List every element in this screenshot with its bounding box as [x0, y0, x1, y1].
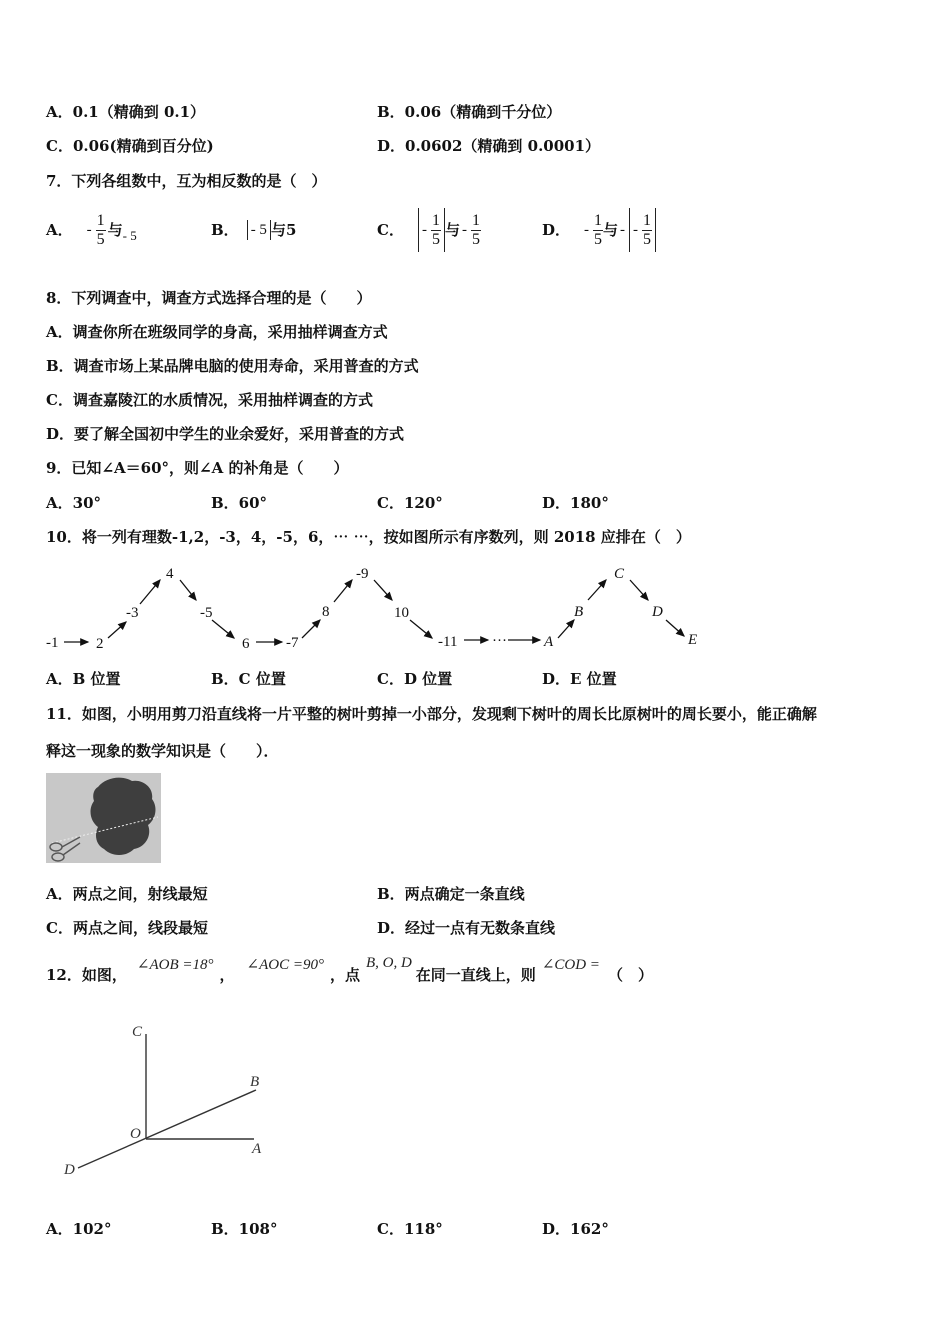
q6-option-c: C．0.06(精确到百分位) [46, 137, 214, 155]
q12-label-a: A [252, 1141, 262, 1157]
q10-option-d: D．E 位置 [542, 670, 617, 688]
q7-option-b [211, 208, 296, 252]
q12-option-b: B．108° [211, 1220, 278, 1238]
q7-d-minus2: - [620, 222, 626, 238]
q9-option-a: A．30° [46, 494, 102, 512]
q10-label-n5: -5 [200, 605, 213, 621]
q9-option-b: B．60° [211, 494, 268, 512]
q9-stem: 9．已知∠A＝60°，则∠A 的补角是（ ） [46, 459, 349, 477]
q12-option-c: C．118° [377, 1220, 443, 1238]
q7-a-fraction: $\frac{1}{5}$ [96, 211, 105, 248]
q10-label-n1: -1 [46, 635, 59, 651]
q10-label-dots: ··· [492, 633, 507, 649]
q10-option-a: A．B 位置 [46, 670, 121, 688]
q10-label-n9: -9 [356, 566, 369, 582]
q10-label-c: C [614, 566, 625, 582]
q7-stem: 7．下列各组数中，互为相反数的是（ ） [46, 172, 327, 190]
q6-option-b: B．0.06（精确到千分位） [377, 103, 562, 121]
q12-aoc: ∠AOC =90° [246, 957, 324, 973]
q7-c-minus: - [461, 222, 467, 238]
q10-option-c: C．D 位置 [377, 670, 453, 688]
q9-option-c: C．120° [377, 494, 443, 512]
q10-label-2: 2 [96, 636, 104, 652]
q11-option-b: B．两点确定一条直线 [377, 885, 525, 903]
q10-label-6: 6 [242, 636, 250, 652]
q7-b-abs: - 5 [247, 220, 271, 240]
q12-label-d: D [64, 1162, 75, 1178]
q6-option-a: A．0.1（精确到 0.1） [46, 103, 206, 121]
q7-c-label: C． [377, 221, 404, 239]
q7-c-fraction: $\frac{1}{5}$ [471, 211, 480, 248]
q7-d-abs: - $\frac{1}{5}$ [629, 208, 656, 252]
q8-option-d: D．要了解全国初中学生的业余爱好，采用普查的方式 [46, 425, 405, 443]
q7-a-neg5: - 5 [122, 228, 137, 243]
q7-b-label: B． [211, 221, 239, 239]
q8-option-c: C．调查嘉陵江的水质情况，采用抽样调查的方式 [46, 391, 373, 409]
q12-label-c: C [132, 1024, 143, 1040]
q10-label-4: 4 [166, 566, 174, 582]
scissors-icon [50, 837, 80, 861]
q10-option-b: B．C 位置 [211, 670, 286, 688]
q10-stem: 10．将一列有理数-1,2，-3，4，-5，6，⋯ ⋯，按如图所示有序数列，则 2018 应排在（ ） [46, 528, 691, 546]
q11-stem-line1: 11．如图，小明用剪刀沿直线将一片平整的树叶剪掉一小部分，发现剩下树叶的周长比原树叶的周长要小，能正确解 [46, 705, 817, 723]
q10-label-n3: -3 [126, 605, 139, 621]
q7-d-label: D． [542, 221, 571, 239]
q10-label-10: 10 [394, 605, 409, 621]
q12-aob: ∠AOB =18° [136, 957, 214, 973]
q8-option-a: A．调查你所在班级同学的身高，采用抽样调查方式 [46, 323, 388, 341]
q8-stem: 8．下列调查中，调查方式选择合理的是（ ） [46, 289, 372, 307]
q10-label-n11: -11 [438, 634, 458, 650]
q12-stem: 12．如图， ∠AOB =18° ， ∠AOC =90° ，点 B, O, D 在同一直线上，则 ∠COD = （ ） [46, 955, 653, 984]
q12-label-o: O [130, 1126, 141, 1142]
q7-c-and: 与 [444, 221, 460, 239]
q10-label-8: 8 [322, 604, 330, 620]
q7-b-five: 5 [285, 221, 297, 239]
q6-option-d: D．0.0602（精确到 0.0001） [377, 137, 601, 155]
q12-option-d: D．162° [542, 1220, 609, 1238]
q7-option-d [542, 205, 656, 255]
q11-option-d: D．经过一点有无数条直线 [377, 919, 556, 937]
q9-option-d: D．180° [542, 494, 609, 512]
line-db [78, 1090, 256, 1168]
q7-a-and: 与 [107, 221, 123, 239]
q11-option-a: A．两点之间，射线最短 [46, 885, 208, 903]
q11-stem-line2: 释这一现象的数学知识是（ ）． [46, 742, 279, 760]
q12-label-b: B [250, 1074, 260, 1090]
q11-option-c: C．两点之间，线段最短 [46, 919, 208, 937]
q10-label-n7: -7 [286, 635, 299, 651]
q9-angle: ∠A＝60° [101, 459, 170, 477]
q12-option-a: A．102° [46, 1220, 112, 1238]
q7-d-fraction: $\frac{1}{5}$ [594, 211, 603, 248]
q7-option-c [377, 205, 481, 255]
q10-label-a: A [544, 634, 554, 650]
q7-d-and: 与 [603, 221, 619, 239]
q12-bod: B, O, D [365, 955, 412, 971]
leaf-shape [91, 778, 156, 855]
q10-label-e: E [688, 632, 698, 648]
q7-c-abs: - $\frac{1}{5}$ [418, 208, 445, 252]
q7-a-label: A． [46, 221, 73, 239]
q7-b-and: 与 [270, 221, 286, 239]
q8-option-b: B．调查市场上某品牌电脑的使用寿命，采用普查的方式 [46, 357, 419, 375]
q10-label-d: D [652, 604, 663, 620]
q7-d-minus: - [584, 222, 590, 238]
q10-sequence-diagram [40, 558, 720, 658]
q7-option-a [46, 208, 137, 252]
q12-cod: ∠COD = [541, 957, 600, 973]
q11-leaf-image [46, 773, 161, 863]
q7-a-minus: - [86, 222, 92, 238]
q10-label-b: B [574, 604, 584, 620]
q9-angle2: ∠A [199, 459, 224, 477]
q12-angle-diagram [60, 1018, 280, 1183]
